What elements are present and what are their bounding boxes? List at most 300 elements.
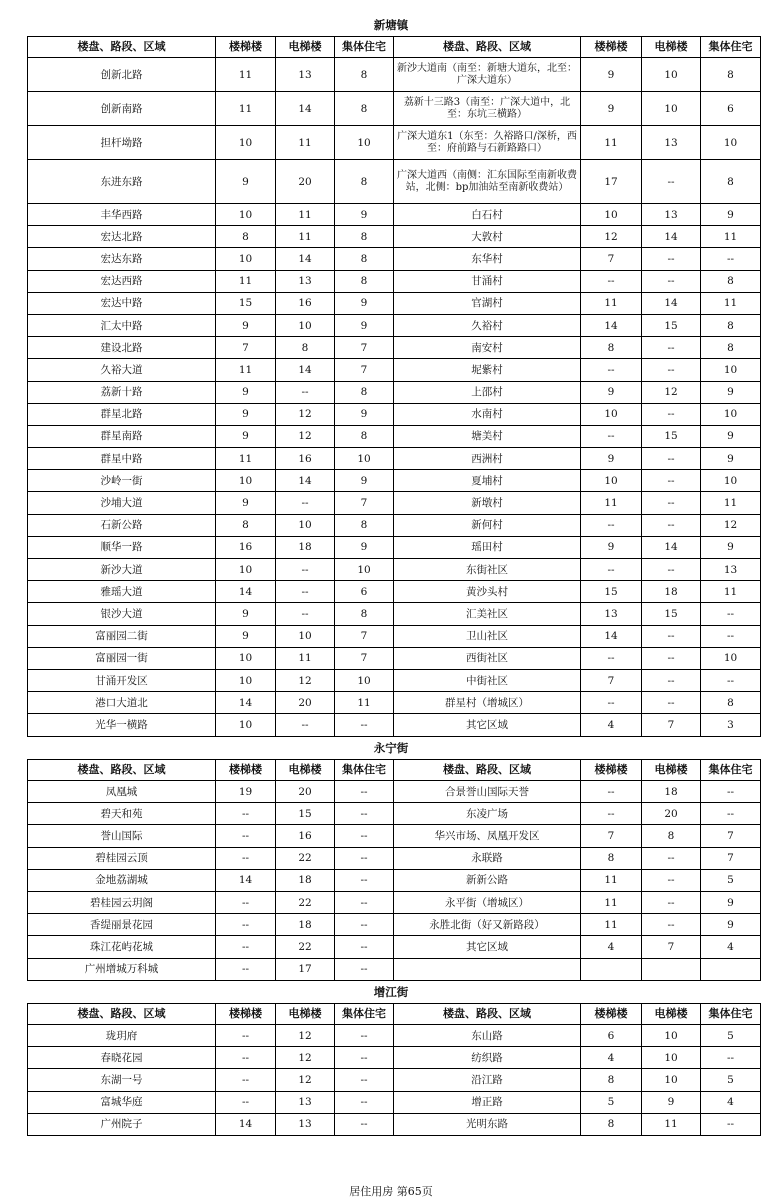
area-name-cell: 沿江路 [394, 1069, 581, 1091]
price-cell: 9 [701, 204, 761, 226]
price-cell: 9 [701, 536, 761, 558]
area-name-cell: 东凌广场 [394, 803, 581, 825]
area-name-cell: 富丽园一街 [28, 647, 216, 669]
area-name-cell: 顺华一路 [28, 536, 216, 558]
area-name-cell: 珠江花屿花城 [28, 936, 216, 958]
price-cell: 8 [335, 226, 394, 248]
price-cell: 8 [701, 692, 761, 714]
area-name-cell: 群星北路 [28, 403, 216, 425]
area-name-cell: 广深大道西（南侧：汇东国际至南新收费站，北侧：bp加油站至南新收费站） [394, 160, 581, 204]
area-name-cell: 甘涌开发区 [28, 669, 216, 691]
price-cell: 10 [701, 470, 761, 492]
table-row [28, 825, 761, 847]
price-cell: 15 [642, 314, 701, 336]
price-cell: 9 [581, 448, 642, 470]
area-name-cell: 永平街（增城区） [394, 891, 581, 913]
price-cell: 8 [642, 825, 701, 847]
column-header: 集体住宅 [335, 760, 394, 781]
price-cell: 9 [216, 425, 276, 447]
price-cell: 11 [276, 226, 335, 248]
table-row [28, 714, 761, 736]
table-row [28, 625, 761, 647]
price-cell: -- [642, 248, 701, 270]
price-cell: 4 [581, 936, 642, 958]
price-cell: 11 [276, 647, 335, 669]
price-cell: 14 [581, 625, 642, 647]
table-row [28, 692, 761, 714]
area-name-cell: 其它区域 [394, 936, 581, 958]
price-cell: -- [701, 669, 761, 691]
table-row [28, 847, 761, 869]
price-cell: 9 [216, 603, 276, 625]
price-cell: 15 [581, 581, 642, 603]
header-row [28, 760, 761, 781]
price-cell: -- [701, 248, 761, 270]
column-header: 楼梯楼 [581, 37, 642, 58]
price-cell: 11 [216, 92, 276, 126]
price-cell: 22 [276, 847, 335, 869]
price-cell: 10 [701, 403, 761, 425]
price-cell: 10 [581, 204, 642, 226]
price-cell: -- [642, 492, 701, 514]
column-header: 楼盘、路段、区域 [28, 37, 216, 58]
area-name-cell: 新新公路 [394, 869, 581, 891]
price-cell: 10 [276, 625, 335, 647]
area-name-cell: 瑶田村 [394, 536, 581, 558]
price-cell: 8 [276, 337, 335, 359]
area-name-cell [394, 958, 581, 980]
table-row [28, 781, 761, 803]
price-cell: 10 [335, 559, 394, 581]
price-cell: 6 [701, 92, 761, 126]
price-cell: -- [216, 914, 276, 936]
price-cell: 19 [216, 781, 276, 803]
price-cell: 13 [276, 58, 335, 92]
price-cell: 14 [216, 581, 276, 603]
price-cell: -- [642, 514, 701, 536]
table-row [28, 359, 761, 381]
price-cell: 4 [581, 1047, 642, 1069]
area-name-cell: 荔新十三路3（南至：广深大道中，北至：东坑三横路） [394, 92, 581, 126]
price-cell: -- [581, 559, 642, 581]
price-cell: 10 [216, 470, 276, 492]
column-header: 电梯楼 [642, 1004, 701, 1025]
price-cell: 5 [701, 1069, 761, 1091]
area-name-cell: 大敦村 [394, 226, 581, 248]
price-cell: 8 [335, 603, 394, 625]
table-row [28, 669, 761, 691]
price-cell: 13 [581, 603, 642, 625]
price-cell: -- [642, 869, 701, 891]
price-cell: 16 [276, 292, 335, 314]
area-name-cell: 港口大道北 [28, 692, 216, 714]
price-cell: 10 [276, 514, 335, 536]
price-cell: -- [642, 470, 701, 492]
price-cell: -- [216, 1025, 276, 1047]
table-row [28, 803, 761, 825]
price-cell: 7 [581, 825, 642, 847]
area-name-cell: 金地荔湖城 [28, 869, 216, 891]
table-row [28, 425, 761, 447]
price-cell: 9 [335, 470, 394, 492]
price-cell: 10 [216, 669, 276, 691]
page-footer: 居住用房 第65页 [349, 1185, 433, 1198]
price-cell: -- [581, 425, 642, 447]
column-header: 楼盘、路段、区域 [28, 760, 216, 781]
area-name-cell: 塘美村 [394, 425, 581, 447]
area-name-cell: 东街社区 [394, 559, 581, 581]
price-cell: 3 [701, 714, 761, 736]
price-cell: -- [642, 847, 701, 869]
table-row [28, 603, 761, 625]
price-cell: 13 [276, 1091, 335, 1113]
price-cell: 18 [642, 581, 701, 603]
area-name-cell: 广州增城万科城 [28, 958, 216, 980]
area-name-cell: 夏埔村 [394, 470, 581, 492]
area-name-cell: 水南村 [394, 403, 581, 425]
price-cell: 14 [642, 226, 701, 248]
price-cell: 15 [642, 425, 701, 447]
price-cell: 7 [642, 936, 701, 958]
table-row [28, 92, 761, 126]
area-name-cell: 西洲村 [394, 448, 581, 470]
section-title-zengjiang: 增江街 [373, 985, 409, 999]
price-cell: -- [642, 669, 701, 691]
price-cell: -- [642, 403, 701, 425]
price-cell: 9 [581, 536, 642, 558]
area-name-cell: 丰华西路 [28, 204, 216, 226]
price-cell: 10 [335, 448, 394, 470]
price-cell: 14 [276, 248, 335, 270]
area-name-cell: 担杆坳路 [28, 126, 216, 160]
price-cell: -- [216, 1047, 276, 1069]
price-cell: -- [216, 847, 276, 869]
price-cell: 8 [335, 381, 394, 403]
area-name-cell: 永胜北街（好又新路段） [394, 914, 581, 936]
price-cell: 11 [335, 692, 394, 714]
price-cell: 8 [581, 1113, 642, 1135]
table-row [28, 160, 761, 204]
table-row [28, 403, 761, 425]
area-name-cell: 黄沙头村 [394, 581, 581, 603]
column-header: 楼盘、路段、区域 [394, 760, 581, 781]
price-cell: 11 [216, 58, 276, 92]
price-cell: 9 [642, 1091, 701, 1113]
price-cell: 8 [701, 314, 761, 336]
area-name-cell: 珑玥府 [28, 1025, 216, 1047]
price-cell: -- [276, 381, 335, 403]
column-header: 电梯楼 [276, 1004, 335, 1025]
price-cell: 7 [216, 337, 276, 359]
price-cell: 9 [335, 403, 394, 425]
price-cell: 7 [581, 248, 642, 270]
price-cell: 14 [216, 692, 276, 714]
price-cell: 12 [276, 1025, 335, 1047]
price-cell: 10 [581, 403, 642, 425]
price-cell: 11 [581, 914, 642, 936]
column-header: 楼梯楼 [216, 37, 276, 58]
price-cell: 12 [701, 514, 761, 536]
price-cell: -- [335, 891, 394, 913]
price-cell: 12 [276, 1069, 335, 1091]
area-name-cell: 沙岭一街 [28, 470, 216, 492]
price-cell: 11 [701, 226, 761, 248]
price-cell: 10 [216, 126, 276, 160]
area-name-cell: 新墩村 [394, 492, 581, 514]
price-cell: 14 [276, 92, 335, 126]
table-row [28, 448, 761, 470]
price-cell: 10 [216, 559, 276, 581]
area-name-cell: 东华村 [394, 248, 581, 270]
area-name-cell: 汇美社区 [394, 603, 581, 625]
area-name-cell: 建设北路 [28, 337, 216, 359]
price-cell: -- [642, 647, 701, 669]
price-cell: 10 [701, 359, 761, 381]
price-cell: 16 [276, 825, 335, 847]
area-name-cell: 甘涌村 [394, 270, 581, 292]
area-name-cell: 久裕村 [394, 314, 581, 336]
area-name-cell: 新何村 [394, 514, 581, 536]
price-cell: 8 [335, 270, 394, 292]
price-cell: -- [335, 847, 394, 869]
area-name-cell: 东进东路 [28, 160, 216, 204]
price-cell: 12 [276, 403, 335, 425]
area-name-cell: 雅瑶大道 [28, 581, 216, 603]
area-name-cell: 宏达西路 [28, 270, 216, 292]
column-header: 集体住宅 [701, 760, 761, 781]
price-cell: -- [276, 603, 335, 625]
column-header: 楼梯楼 [581, 1004, 642, 1025]
price-cell: 9 [701, 891, 761, 913]
price-cell: 20 [276, 781, 335, 803]
price-cell: 4 [581, 714, 642, 736]
price-cell: -- [642, 692, 701, 714]
price-cell: 8 [581, 1069, 642, 1091]
table-row [28, 337, 761, 359]
price-cell: -- [216, 825, 276, 847]
price-cell: 8 [581, 847, 642, 869]
price-cell: -- [642, 270, 701, 292]
table-row [28, 1113, 761, 1135]
price-cell: -- [581, 514, 642, 536]
column-header: 集体住宅 [335, 37, 394, 58]
price-cell: -- [581, 647, 642, 669]
price-cell: 9 [335, 536, 394, 558]
price-cell: 5 [581, 1091, 642, 1113]
price-cell: 9 [216, 381, 276, 403]
price-cell: 10 [642, 1069, 701, 1091]
price-cell: 7 [335, 625, 394, 647]
area-name-cell: 春晓花园 [28, 1047, 216, 1069]
table-row [28, 226, 761, 248]
price-cell: 8 [335, 248, 394, 270]
price-cell: 6 [581, 1025, 642, 1047]
price-cell: -- [701, 603, 761, 625]
price-cell: -- [216, 1069, 276, 1091]
area-name-cell: 纺织路 [394, 1047, 581, 1069]
area-name-cell: 久裕大道 [28, 359, 216, 381]
area-name-cell: 新沙大道 [28, 559, 216, 581]
price-cell: -- [642, 625, 701, 647]
price-cell: 13 [642, 126, 701, 160]
table-row [28, 514, 761, 536]
price-cell: 9 [701, 381, 761, 403]
price-cell: -- [701, 1047, 761, 1069]
price-cell: -- [335, 958, 394, 980]
price-cell: 15 [276, 803, 335, 825]
price-cell: 12 [642, 381, 701, 403]
price-cell: 14 [642, 536, 701, 558]
table-row [28, 1091, 761, 1113]
price-cell: 8 [335, 160, 394, 204]
price-cell: 9 [216, 625, 276, 647]
price-cell: 13 [276, 270, 335, 292]
price-cell: -- [335, 1047, 394, 1069]
price-cell: 6 [335, 581, 394, 603]
price-cell: 9 [335, 314, 394, 336]
price-cell: 18 [276, 536, 335, 558]
price-cell: 11 [581, 126, 642, 160]
area-name-cell: 广深大道东1（东至：久裕路口/深桥，西至：府前路与石新路路口） [394, 126, 581, 160]
area-name-cell: 荔新十路 [28, 381, 216, 403]
price-cell: 10 [701, 647, 761, 669]
price-cell: -- [642, 160, 701, 204]
price-cell: 7 [701, 825, 761, 847]
price-cell: 13 [276, 1113, 335, 1135]
price-cell: 15 [216, 292, 276, 314]
price-cell: 10 [335, 126, 394, 160]
price-cell: -- [701, 803, 761, 825]
price-cell: 17 [276, 958, 335, 980]
price-cell: -- [216, 958, 276, 980]
area-name-cell: 凤凰城 [28, 781, 216, 803]
column-header: 集体住宅 [701, 37, 761, 58]
area-name-cell: 誉山国际 [28, 825, 216, 847]
area-name-cell: 创新北路 [28, 58, 216, 92]
price-cell: -- [581, 359, 642, 381]
price-cell: 22 [276, 936, 335, 958]
price-cell: 11 [216, 359, 276, 381]
price-cell: 20 [276, 160, 335, 204]
price-cell: -- [642, 891, 701, 913]
area-name-cell: 卫山社区 [394, 625, 581, 647]
price-cell: 7 [581, 669, 642, 691]
price-cell: 7 [335, 337, 394, 359]
price-cell: 14 [216, 1113, 276, 1135]
area-name-cell: 南安村 [394, 337, 581, 359]
column-header: 楼梯楼 [216, 760, 276, 781]
price-cell: 9 [701, 425, 761, 447]
table-row [28, 1069, 761, 1091]
price-cell: -- [581, 803, 642, 825]
price-cell: -- [701, 781, 761, 803]
area-name-cell: 石新公路 [28, 514, 216, 536]
area-name-cell: 东山路 [394, 1025, 581, 1047]
table-row [28, 914, 761, 936]
price-cell: 18 [276, 914, 335, 936]
price-cell: 4 [701, 1091, 761, 1113]
price-cell: 11 [216, 448, 276, 470]
price-cell: -- [276, 492, 335, 514]
price-cell: 10 [642, 1047, 701, 1069]
price-cell: 8 [701, 270, 761, 292]
price-cell: 11 [701, 292, 761, 314]
column-header: 电梯楼 [276, 760, 335, 781]
price-cell: -- [216, 936, 276, 958]
column-header: 楼盘、路段、区域 [394, 1004, 581, 1025]
table-row [28, 470, 761, 492]
table-row [28, 891, 761, 913]
table-row [28, 1025, 761, 1047]
header-row [28, 37, 761, 58]
price-cell: 14 [581, 314, 642, 336]
section-title-yongning: 永宁街 [373, 741, 409, 755]
price-cell: 10 [216, 204, 276, 226]
price-cell: 7 [335, 359, 394, 381]
area-name-cell: 宏达北路 [28, 226, 216, 248]
table-row [28, 270, 761, 292]
area-name-cell: 汇太中路 [28, 314, 216, 336]
column-header: 集体住宅 [335, 1004, 394, 1025]
area-name-cell: 东湖一号 [28, 1069, 216, 1091]
table-row [28, 204, 761, 226]
price-cell: 7 [701, 847, 761, 869]
price-cell: 11 [642, 1113, 701, 1135]
price-cell: 9 [581, 92, 642, 126]
table-row [28, 1047, 761, 1069]
price-cell: 9 [216, 160, 276, 204]
price-cell: 14 [276, 359, 335, 381]
table-row [28, 647, 761, 669]
price-cell: -- [642, 914, 701, 936]
table-row [28, 936, 761, 958]
area-name-cell: 碧桂园云玥阁 [28, 891, 216, 913]
price-cell: -- [335, 936, 394, 958]
column-header: 集体住宅 [701, 1004, 761, 1025]
price-cell: -- [216, 1091, 276, 1113]
table-row [28, 58, 761, 92]
price-cell: 12 [276, 669, 335, 691]
price-cell: 10 [642, 92, 701, 126]
column-header: 楼盘、路段、区域 [28, 1004, 216, 1025]
price-cell: 11 [581, 891, 642, 913]
price-cell: 9 [701, 914, 761, 936]
area-name-cell: 增正路 [394, 1091, 581, 1113]
price-cell: 10 [216, 248, 276, 270]
price-cell: 9 [581, 58, 642, 92]
table-xintang [27, 36, 761, 737]
price-cell: 17 [581, 160, 642, 204]
column-header: 楼盘、路段、区域 [394, 37, 581, 58]
price-cell: -- [216, 803, 276, 825]
price-cell: -- [335, 825, 394, 847]
price-cell: 12 [276, 425, 335, 447]
column-header: 楼梯楼 [216, 1004, 276, 1025]
price-cell: 13 [642, 204, 701, 226]
price-cell: 9 [216, 314, 276, 336]
area-name-cell: 白石村 [394, 204, 581, 226]
area-name-cell: 永联路 [394, 847, 581, 869]
area-name-cell: 广州院子 [28, 1113, 216, 1135]
area-name-cell: 沙埔大道 [28, 492, 216, 514]
price-cell: -- [335, 803, 394, 825]
price-cell: 11 [581, 292, 642, 314]
price-cell: -- [701, 625, 761, 647]
price-cell [642, 958, 701, 980]
area-name-cell: 官湖村 [394, 292, 581, 314]
column-header: 楼梯楼 [581, 760, 642, 781]
area-name-cell: 其它区域 [394, 714, 581, 736]
